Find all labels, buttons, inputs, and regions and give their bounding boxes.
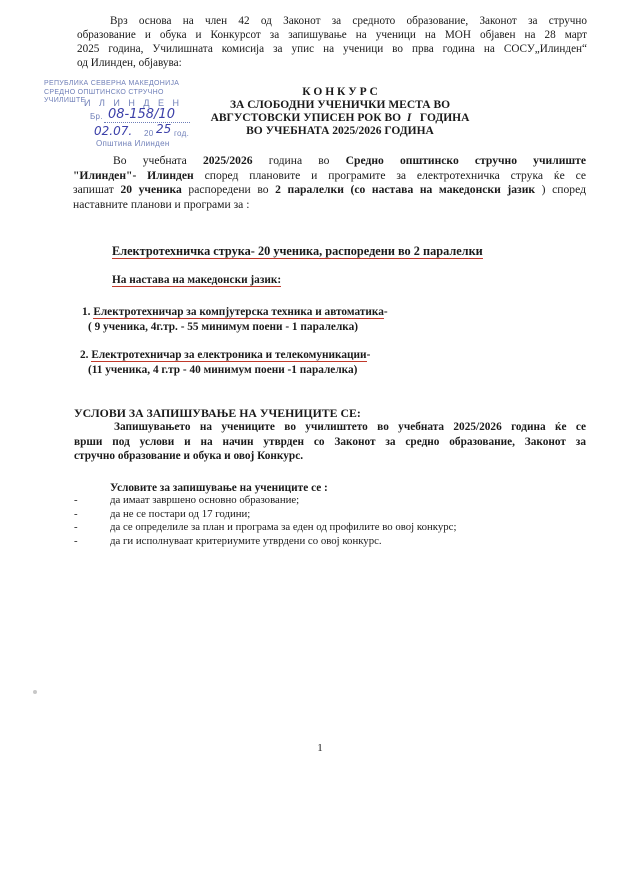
body-line: наставните планови и програми за : [73, 197, 250, 211]
list-dash: - [74, 521, 78, 533]
stamp-number-line [104, 122, 190, 123]
list-dash: - [74, 494, 78, 506]
stamp-number: 08-158/10 [108, 107, 175, 122]
title-line: АВГУСТОВСКИ УПИСЕН РОК ВО I ГОДИНА [210, 112, 470, 124]
program-item-2 [80, 348, 370, 377]
body-line: Во учебната 2025/2026 година во Средно општинско стручно училиште [113, 154, 587, 167]
list-item: - да имаат завршено основно образование; [74, 494, 300, 506]
list-dash: - [74, 507, 78, 520]
intro-paragraph [77, 14, 587, 70]
stamp-line: РЕПУБЛИКА СЕВЕРНА МАКЕДОНИЈА [44, 80, 180, 87]
list-dash: - [74, 534, 78, 547]
intro-line: 2025 година, Училишната комисија за упис на ученици во прва година на СОСУ„Илинден“ [77, 43, 587, 55]
stamp-date: 02.07. [94, 124, 133, 138]
program-title: 1. Електротехничар за компјутерска техника и автоматика- [82, 306, 388, 318]
registry-stamp [44, 80, 194, 152]
conditions-line: врши под услови и на начин утврден со Законот за средно образование, Законот за [74, 435, 586, 448]
conditions-line: стручно образование и обука и овој Конкурс. [74, 450, 304, 463]
conditions-paragraph [74, 420, 586, 464]
list-item: - да ги исполнуваат критериумите утврдени со овој конкурс. [74, 534, 382, 547]
title-konkurs: К О Н К У Р С [302, 86, 378, 98]
specialty-heading: Електротехничка струка- 20 ученика, распоредени во 2 паралелки [112, 244, 483, 258]
intro-line: образование и обука и Конкурсот за запишување на ученици на МОН објавен на 28 март [77, 29, 587, 41]
program-title: 2. Електротехничар за електроника и телекомуникации- [80, 349, 371, 361]
stamp-year-prefix: 20 [144, 129, 154, 138]
list-item: - да не се постари од 17 години; [74, 507, 251, 520]
stamp-line: И Л И Н Д Е Н [84, 98, 182, 108]
stamp-br-label: Бр. [90, 112, 103, 121]
stamp-year-suffix: год. [174, 129, 190, 138]
body-paragraph [73, 154, 586, 212]
body-line: запишат 20 ученика распоредени во 2 паралелки (со настава на македонски јазик ) според [73, 183, 586, 196]
program-detail: ( 9 ученика, 4г.тр. - 55 минимум поени - 1 паралелка) [88, 320, 359, 333]
document-title [190, 86, 490, 138]
conditions-subheading: Условите за запишување на учениците се : [110, 482, 328, 494]
conditions-list [0, 494, 640, 548]
title-line: ЗА СЛОБОДНИ УЧЕНИЧКИ МЕСТА ВО [229, 99, 451, 111]
conditions-line: Запишувањето на учениците во училиштето во учебната 2025/2026 година ќе се [114, 421, 586, 433]
conditions-heading: УСЛОВИ ЗА ЗАПИШУВАЊЕ НА УЧЕНИЦИТЕ СЕ: [74, 406, 361, 420]
stamp-year: 25 [156, 122, 172, 136]
title-line: ВО УЧЕБНАТА 2025/2026 ГОДИНА [246, 125, 434, 137]
intro-line: од Илинден, објавува: [77, 57, 182, 69]
body-line: "Илинден"- Илинден според плановите и програмите за електротехничка струка ќе се [73, 168, 587, 182]
intro-line: Врз основа на член 42 од Законот за средното образование, Законот за стручно [110, 15, 587, 27]
program-detail: (11 ученика, 4 г.тр - 40 минимум поени -1 паралелка) [88, 363, 358, 376]
list-item: - да се определиле за план и програма за еден од профилите во овој конкурс; [74, 521, 457, 533]
language-line: На настава на македонски јазик: [112, 274, 282, 286]
stamp-city: Општина Илинден [96, 139, 170, 148]
page-number: 1 [317, 742, 323, 754]
scan-speck [33, 690, 37, 694]
program-item-1 [82, 305, 388, 334]
stamp-line: СРЕДНО ОПШТИНСКО СТРУЧНО УЧИЛИШТЕ [44, 89, 164, 104]
